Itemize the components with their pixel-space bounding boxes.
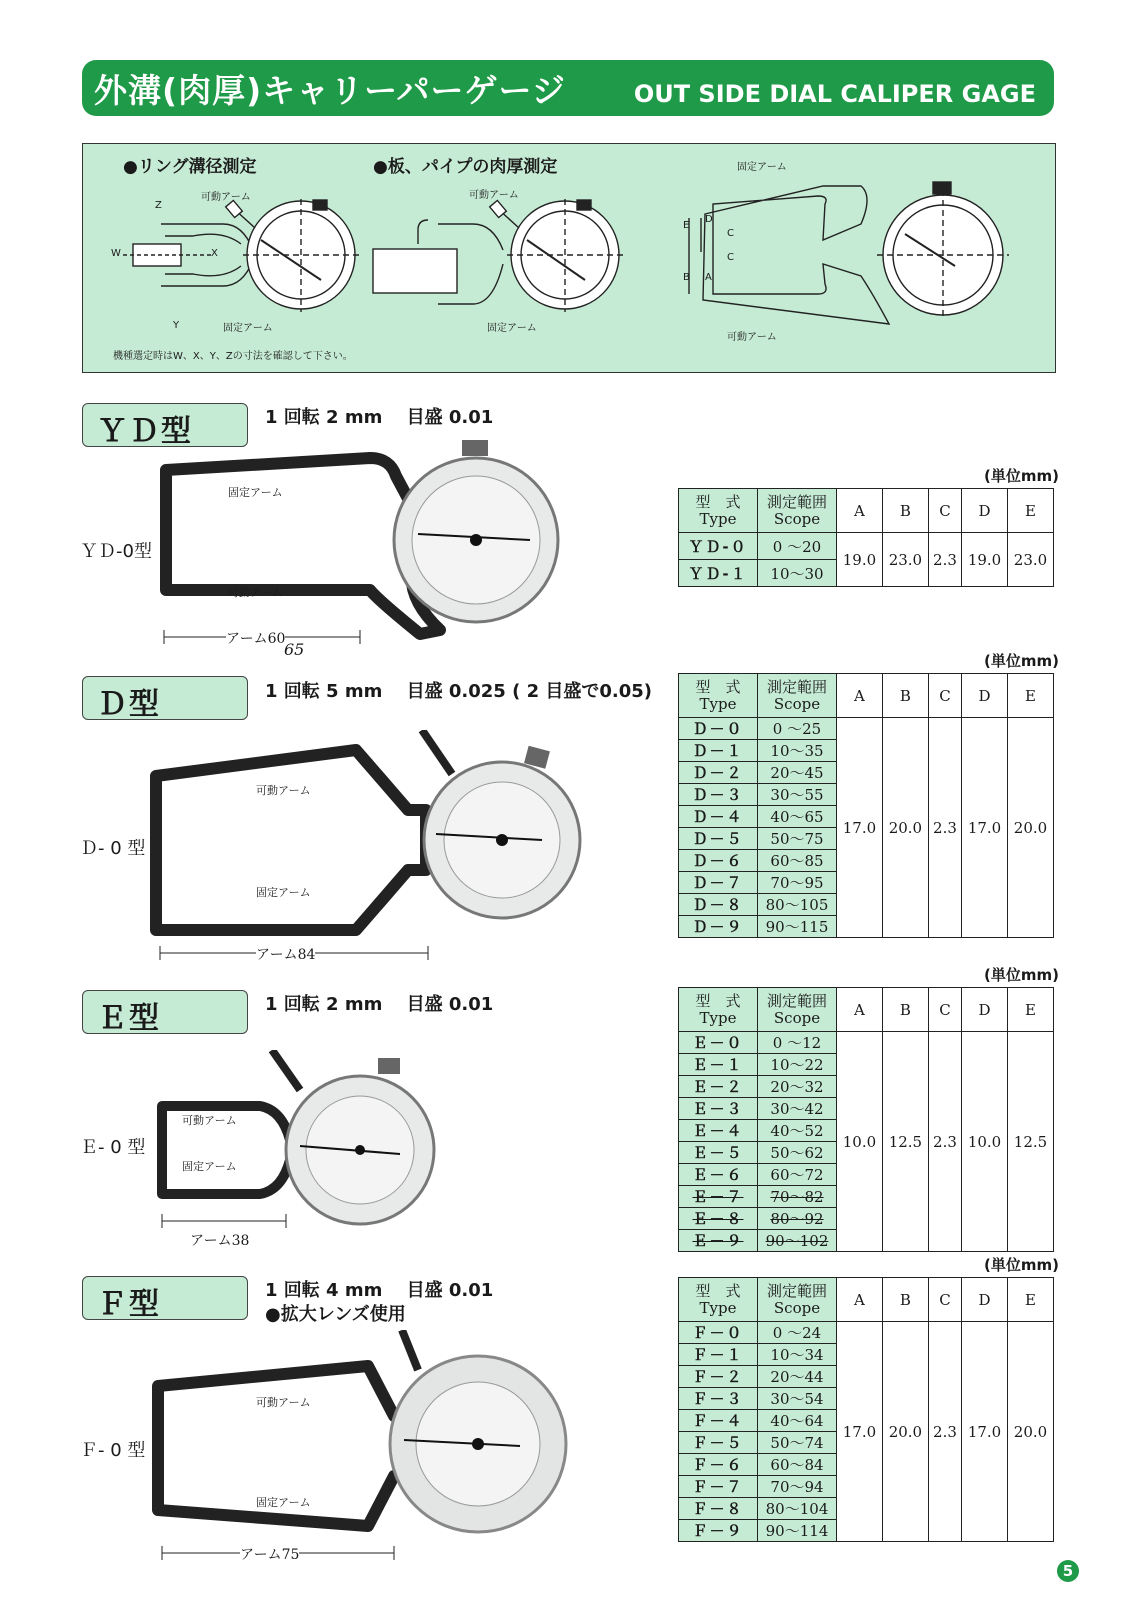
table-cell-type: Ｄ－４ [679, 806, 758, 828]
table-cell-type: Ｅ－４ [679, 1120, 758, 1142]
th-b: B [882, 489, 928, 533]
dim-c-value: 2.3 [928, 1322, 961, 1542]
e-arm-length: アーム38 [190, 1233, 250, 1249]
e-spec-table [678, 987, 1054, 1252]
yd-arm-bottom: 可動アーム [228, 586, 283, 599]
table-cell-scope: 50～62 [758, 1142, 837, 1164]
table-cell-scope: 10～35 [758, 740, 837, 762]
yd-spec-table [678, 488, 1054, 587]
table-cell-type: Ｄ－１ [679, 740, 758, 762]
table-cell-type: Ｄ－３ [679, 784, 758, 806]
th-a: A [837, 988, 883, 1032]
table-cell-type: Ｅ－５ [679, 1142, 758, 1164]
f-unit: (単位mm) [984, 1256, 1059, 1274]
yd-spec: 1 回転 2 mm 目盛 0.01 [265, 407, 494, 428]
title-en: OUT SIDE DIAL CALIPER GAGE [633, 80, 1036, 108]
table-cell-type: Ｅ－６ [679, 1164, 758, 1186]
yd-unit: (単位mm) [984, 467, 1059, 485]
dim-a-value: 19.0 [837, 533, 883, 587]
dim-d-value: 17.0 [962, 1322, 1008, 1542]
d-arm-length: アーム84 [256, 944, 315, 964]
table-cell-type: Ｆ－６ [679, 1454, 758, 1476]
dim-z: Z [155, 200, 162, 211]
diag1-fixed-arm: 固定アーム [223, 323, 273, 334]
table-cell-type: Ｆ－４ [679, 1410, 758, 1432]
d-arm-bottom: 固定アーム [256, 886, 311, 899]
th-a: A [837, 1278, 883, 1322]
table-cell-scope: 0 ～20 [758, 533, 837, 560]
table-cell-scope-struck: 70～82 [758, 1186, 837, 1208]
th-type: 型 式 Type [679, 674, 758, 718]
table-cell-scope: 60～84 [758, 1454, 837, 1476]
th-type: 型 式 Type [679, 1278, 758, 1322]
table-cell-type: Ｄ－７ [679, 872, 758, 894]
e-type-label: Ｅ型 [82, 990, 248, 1034]
e-arm-top: 可動アーム [182, 1114, 237, 1127]
th-a: A [837, 674, 883, 718]
table-cell-scope: 30～55 [758, 784, 837, 806]
yd-arm-top: 固定アーム [228, 486, 283, 499]
table-cell-scope: 20～32 [758, 1076, 837, 1098]
dim-d-value: 17.0 [962, 718, 1008, 938]
table-cell-scope: 60～72 [758, 1164, 837, 1186]
f-spec-lens: ●拡大レンズ使用 [265, 1304, 406, 1325]
table-cell-type: Ｄ－９ [679, 916, 758, 938]
f-spec-table [678, 1277, 1054, 1542]
table-cell-scope: 10～30 [758, 560, 837, 587]
f-spec: 1 回転 4 mm 目盛 0.01 [265, 1280, 494, 1301]
d-model-label: Ｄ- 0 型 [80, 838, 146, 859]
th-type: 型 式 Type [679, 988, 758, 1032]
table-cell-type-struck: Ｅ－８ [679, 1208, 758, 1230]
d-gauge-illustration [146, 730, 586, 950]
th-d: D [962, 1278, 1008, 1322]
dim-c1: C [727, 228, 734, 239]
d-type-label: Ｄ型 [82, 676, 248, 720]
table-cell-type-struck: Ｅ－９ [679, 1230, 758, 1252]
dim-e-value: 23.0 [1008, 533, 1054, 587]
table-cell-type: Ｆ－１ [679, 1344, 758, 1366]
table-cell-scope: 90～114 [758, 1520, 837, 1542]
th-e: E [1008, 988, 1054, 1032]
th-scope: 測定範囲 Scope [758, 674, 837, 718]
f-type-label: Ｆ型 [82, 1276, 248, 1320]
yd-handwritten-note: 65 [284, 640, 305, 659]
table-cell-scope: 50～74 [758, 1432, 837, 1454]
table-cell-scope: 0 ～24 [758, 1322, 837, 1344]
table-cell-type: Ｄ－８ [679, 894, 758, 916]
th-type: 型 式 Type [679, 489, 758, 533]
table-cell-type: Ｄ－６ [679, 850, 758, 872]
dim-b-value: 12.5 [882, 1032, 928, 1252]
th-e: E [1008, 489, 1054, 533]
selection-note: 機種選定時はW、X、Y、Zの寸法を確認して下さい。 [113, 351, 353, 362]
table-cell-type: Ｆ－２ [679, 1366, 758, 1388]
dim-a-value: 17.0 [837, 718, 883, 938]
e-model-label: Ｅ- 0 型 [80, 1137, 146, 1158]
th-e: E [1008, 1278, 1054, 1322]
e-arm-dimension-line [160, 1214, 288, 1228]
th-b: B [882, 988, 928, 1032]
table-cell-scope: 40～64 [758, 1410, 837, 1432]
diag3-fixed-arm: 固定アーム [737, 162, 787, 173]
dimension-diagram [689, 182, 1009, 324]
ring-groove-title: ●リング溝径測定 [123, 157, 257, 177]
th-b: B [882, 1278, 928, 1322]
table-cell-scope: 30～42 [758, 1098, 837, 1120]
table-cell-type: Ｅ－０ [679, 1032, 758, 1054]
table-cell-scope: 50～75 [758, 828, 837, 850]
th-e: E [1008, 674, 1054, 718]
th-scope: 測定範囲 Scope [758, 489, 837, 533]
dim-c2: C [727, 252, 734, 263]
table-cell-scope: 0 ～12 [758, 1032, 837, 1054]
dim-a: A [705, 272, 712, 283]
yd-type-label: ＹＤ型 [82, 403, 248, 447]
dim-e-value: 20.0 [1008, 1322, 1054, 1542]
table-cell-type: Ｆ－０ [679, 1322, 758, 1344]
th-b: B [882, 674, 928, 718]
table-cell-scope: 30～54 [758, 1388, 837, 1410]
table-cell-scope-struck: 80～92 [758, 1208, 837, 1230]
table-cell-scope: 10～34 [758, 1344, 837, 1366]
plate-thickness-title: ●板、パイプの肉厚測定 [373, 157, 558, 177]
dim-e-value: 20.0 [1008, 718, 1054, 938]
table-cell-type: Ｆ－８ [679, 1498, 758, 1520]
table-cell-type: ＹＤ-０ [679, 533, 758, 560]
f-gauge-illustration [148, 1330, 578, 1550]
d-spec: 1 回転 5 mm 目盛 0.025 ( 2 目盛で0.05) [265, 681, 653, 702]
d-spec-table [678, 673, 1054, 938]
table-cell-type: Ｄ－０ [679, 718, 758, 740]
f-arm-bottom: 固定アーム [256, 1496, 311, 1509]
plate-thickness-diagram [373, 199, 623, 312]
table-cell-type: Ｅ－３ [679, 1098, 758, 1120]
e-arm-bottom: 固定アーム [182, 1160, 237, 1173]
table-cell-scope-struck: 90～102 [758, 1230, 837, 1252]
th-d: D [962, 489, 1008, 533]
table-cell-scope: 80～105 [758, 894, 837, 916]
th-scope: 測定範囲 Scope [758, 1278, 837, 1322]
e-unit: (単位mm) [984, 966, 1059, 984]
f-arm-top: 可動アーム [256, 1396, 311, 1409]
th-c: C [928, 489, 961, 533]
e-spec: 1 回転 2 mm 目盛 0.01 [265, 994, 494, 1015]
dim-b-value: 23.0 [882, 533, 928, 587]
th-a: A [837, 489, 883, 533]
d-unit: (単位mm) [984, 652, 1059, 670]
yd-gauge-illustration [150, 440, 570, 650]
th-c: C [928, 674, 961, 718]
dim-c-value: 2.3 [928, 718, 961, 938]
table-cell-scope: 70～95 [758, 872, 837, 894]
ring-groove-diagram [123, 199, 359, 312]
dim-y: Y [173, 320, 180, 331]
table-cell-type: Ｆ－９ [679, 1520, 758, 1542]
table-cell-scope: 20～44 [758, 1366, 837, 1388]
f-arm-length: アーム75 [240, 1544, 299, 1564]
table-cell-type: Ｄ－２ [679, 762, 758, 784]
dim-e: E [683, 220, 690, 231]
dim-x: X [211, 248, 218, 259]
diag2-fixed-arm: 固定アーム [487, 323, 537, 334]
dim-c-value: 2.3 [928, 1032, 961, 1252]
table-cell-scope: 20～45 [758, 762, 837, 784]
th-c: C [928, 988, 961, 1032]
table-cell-scope: 90～115 [758, 916, 837, 938]
title-jp: 外溝(肉厚)キャリーパーゲージ [94, 71, 566, 110]
table-cell-scope: 40～52 [758, 1120, 837, 1142]
table-cell-type: Ｆ－５ [679, 1432, 758, 1454]
dim-e-value: 12.5 [1008, 1032, 1054, 1252]
table-cell-type: Ｆ－３ [679, 1388, 758, 1410]
dim-b-value: 20.0 [882, 1322, 928, 1542]
dim-w: W [111, 248, 121, 259]
dim-b: B [683, 272, 690, 283]
th-scope: 測定範囲 Scope [758, 988, 837, 1032]
table-cell-scope: 10～22 [758, 1054, 837, 1076]
table-cell-scope: 70～94 [758, 1476, 837, 1498]
table-cell-type: Ｅ－２ [679, 1076, 758, 1098]
diag1-movable-arm: 可動アーム [201, 192, 251, 203]
d-arm-top: 可動アーム [256, 784, 311, 797]
e-gauge-illustration [150, 1050, 450, 1230]
table-cell-type: Ｄ－５ [679, 828, 758, 850]
dim-d: D [705, 214, 713, 225]
table-cell-type-struck: Ｅ－７ [679, 1186, 758, 1208]
dim-d-value: 10.0 [962, 1032, 1008, 1252]
table-cell-type: ＹＤ-１ [679, 560, 758, 587]
dim-a-value: 17.0 [837, 1322, 883, 1542]
page-header [82, 60, 1054, 116]
f-model-label: Ｆ- 0 型 [80, 1440, 146, 1461]
yd-arm-length: アーム60 [226, 628, 285, 648]
yd-model-label: ＹＤ-0型 [80, 541, 152, 562]
measurement-diagrams [83, 144, 1055, 372]
diag2-movable-arm: 可動アーム [469, 190, 519, 201]
page-number: 5 [1057, 1560, 1079, 1582]
table-cell-scope: 0 ～25 [758, 718, 837, 740]
table-cell-scope: 60～85 [758, 850, 837, 872]
dim-d-value: 19.0 [962, 533, 1008, 587]
th-d: D [962, 988, 1008, 1032]
table-cell-type: Ｅ－１ [679, 1054, 758, 1076]
table-cell-scope: 80～104 [758, 1498, 837, 1520]
dim-b-value: 20.0 [882, 718, 928, 938]
dim-c-value: 2.3 [928, 533, 961, 587]
diag3-movable-arm: 可動アーム [727, 332, 777, 343]
th-d: D [962, 674, 1008, 718]
table-cell-type: Ｆ－７ [679, 1476, 758, 1498]
th-c: C [928, 1278, 961, 1322]
table-cell-scope: 40～65 [758, 806, 837, 828]
diagram-panel [82, 143, 1056, 373]
dim-a-value: 10.0 [837, 1032, 883, 1252]
